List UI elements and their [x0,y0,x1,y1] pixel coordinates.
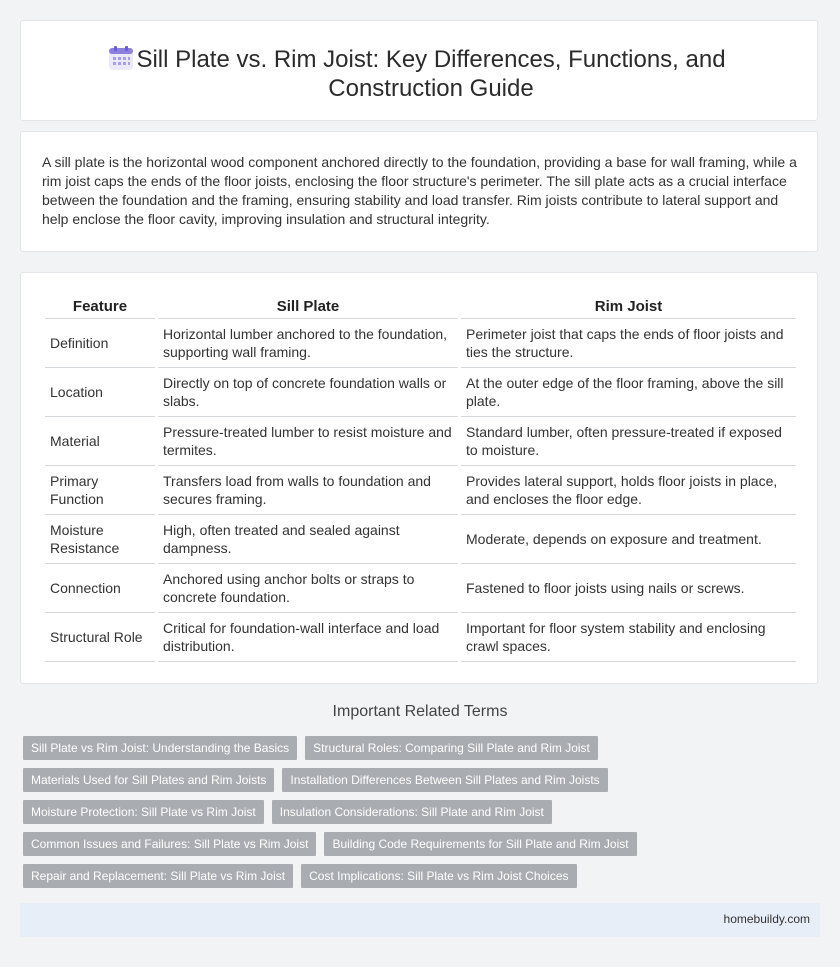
feature-cell: Primary Function [45,466,155,515]
feature-cell: Definition [45,319,155,368]
footer [20,903,820,937]
column-header-sill-plate: Sill Plate [158,295,458,319]
table-row [45,564,796,613]
related-terms-list [23,736,823,896]
related-term-tag[interactable]: Common Issues and Failures: Sill Plate vs Rim Joist [23,832,316,856]
related-terms-heading: Important Related Terms [332,703,508,720]
related-term-tag[interactable]: Structural Roles: Comparing Sill Plate and Rim Joist [305,736,598,760]
related-term-tag[interactable]: Sill Plate vs Rim Joist: Understanding the Basics [23,736,297,760]
comparison-table [42,295,799,662]
rim-joist-cell: Moderate, depends on exposure and treatment. [461,515,796,564]
feature-cell: Moisture Resistance [45,515,155,564]
related-term-tag[interactable]: Repair and Replacement: Sill Plate vs Rim Joist [23,864,293,888]
site-link[interactable]: homebuildy.com [723,912,810,926]
title-card [20,20,818,121]
intro-paragraph: A sill plate is the horizontal wood component anchored directly to the foundation, providing a base for wall framing, while a rim joist caps the ends of the floor joists, enclosing the floor structure's perimeter. The sill plate acts as a crucial interface between the foundation and the framing, ensuring stability and load transfer. Rim joists contribute to lateral support and help enclose the floor cavity, improving insulation and structural integrity. [42,154,797,227]
feature-cell: Connection [45,564,155,613]
sill-plate-cell: Transfers load from walls to foundation and secures framing. [158,466,458,515]
sill-plate-cell: Critical for foundation-wall interface and load distribution. [158,613,458,662]
rim-joist-cell: At the outer edge of the floor framing, above the sill plate. [461,368,796,417]
page-title: Sill Plate vs. Rim Joist: Key Differences, Functions, and Construction Guide [136,46,726,102]
rim-joist-cell: Provides lateral support, holds floor joists in place, and encloses the floor edge. [461,466,796,515]
intro-card [20,131,818,252]
feature-cell: Material [45,417,155,466]
table-row [45,466,796,515]
table-row [45,319,796,368]
table-row [45,613,796,662]
rim-joist-cell: Fastened to floor joists using nails or screws. [461,564,796,613]
comparison-table-card [20,272,818,684]
table-header-row [45,295,796,319]
table-row [45,368,796,417]
feature-cell: Location [45,368,155,417]
sill-plate-cell: Horizontal lumber anchored to the foundation, supporting wall framing. [158,319,458,368]
related-term-tag[interactable]: Installation Differences Between Sill Plates and Rim Joists [282,768,607,792]
rim-joist-cell: Important for floor system stability and enclosing crawl spaces. [461,613,796,662]
related-term-tag[interactable]: Insulation Considerations: Sill Plate and Rim Joist [272,800,552,824]
feature-cell: Structural Role [45,613,155,662]
sill-plate-cell: High, often treated and sealed against dampness. [158,515,458,564]
rim-joist-cell: Perimeter joist that caps the ends of floor joists and ties the structure. [461,319,796,368]
related-term-tag[interactable]: Materials Used for Sill Plates and Rim Joists [23,768,274,792]
sill-plate-cell: Anchored using anchor bolts or straps to concrete foundation. [158,564,458,613]
table-row [45,515,796,564]
sill-plate-cell: Directly on top of concrete foundation walls or slabs. [158,368,458,417]
rim-joist-cell: Standard lumber, often pressure-treated if exposed to moisture. [461,417,796,466]
column-header-feature: Feature [45,295,155,319]
column-header-rim-joist: Rim Joist [461,295,796,319]
related-term-tag[interactable]: Moisture Protection: Sill Plate vs Rim Joist [23,800,264,824]
table-row [45,417,796,466]
related-term-tag[interactable]: Building Code Requirements for Sill Plate and Rim Joist [324,832,636,856]
calendar-icon [108,45,134,71]
related-term-tag[interactable]: Cost Implications: Sill Plate vs Rim Joist Choices [301,864,576,888]
sill-plate-cell: Pressure-treated lumber to resist moisture and termites. [158,417,458,466]
